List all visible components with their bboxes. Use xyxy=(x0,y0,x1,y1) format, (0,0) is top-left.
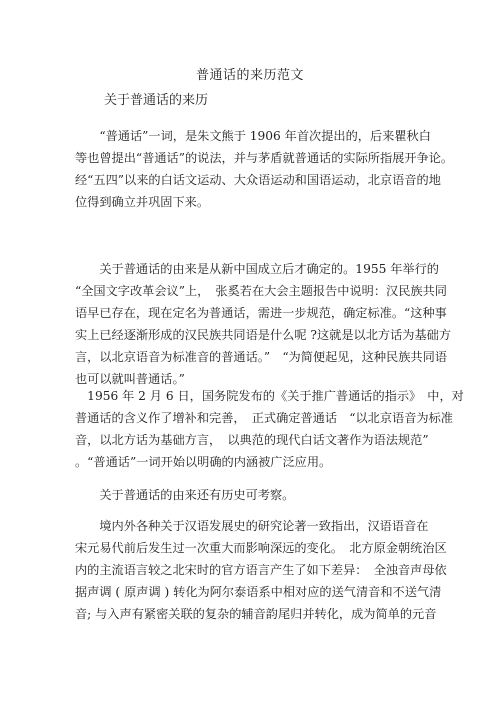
paragraph-1 xyxy=(75,125,454,213)
paragraph-line: 关于普通话的由来还有历史可考察。 xyxy=(75,488,295,502)
paragraph-line: 音，以北方话为基础方言， 以典范的现代白话文著作为语法规范” xyxy=(75,433,429,447)
paragraph-line: 关于普通话的由来是从新中国成立后才确定的。1955 年举行的 xyxy=(75,262,439,276)
paragraph-2 xyxy=(75,258,452,390)
paragraph-line: 经“五四”以来的白话文运动、大众语运动和国语运动，北京语音的地 xyxy=(75,173,441,187)
paragraph-line: 音; 与入声有紧密关联的复杂的辅音韵尾归并转化，成为简单的元音 xyxy=(75,607,437,621)
paragraph-line: “全国文字改革会议”上， 张奚若在大会主题报告中说明：汉民族共同 xyxy=(75,284,447,298)
paragraph-line: 。“普通话”一词开始以明确的内涵被广泛应用。 xyxy=(75,455,332,469)
paragraph-line: 实上已经逐渐形成的汉民族共同语是什么呢 ?这就是以北方话为基础方 xyxy=(75,328,452,342)
paragraph-line: 也可以就叫普通话。” xyxy=(75,372,185,386)
section-heading: 关于普通话的来历 xyxy=(104,93,209,108)
paragraph-line: 内的主流语言较之北宋时的官方语言产生了如下差异： 全浊音声母依 xyxy=(75,563,447,577)
paragraph-line: 境内外各种关于汉语发展史的研究论著一致指出，汉语语音在 xyxy=(75,519,429,533)
document-title: 普通话的来历范文 xyxy=(195,68,304,83)
paragraph-3 xyxy=(75,385,464,473)
paragraph-line: 据声调 ( 原声调 ) 转化为阿尔泰语系中相对应的送气清音和不送气清 xyxy=(75,585,442,599)
paragraph-line: 等也曾提出“普通话”的说法，并与茅盾就普通话的实际所指展开争论。 xyxy=(75,151,454,165)
paragraph-line: 宋元易代前后发生过一次重大而影响深远的变化。 北方原金朝统治区 xyxy=(75,541,447,555)
paragraph-line: “普通话”一词，是朱文熊于 1906 年首次提出的，后来瞿秋白 xyxy=(75,129,431,143)
paragraph-line: 普通话的含义作了增补和完善， 正式确定普通话 “以北京语音为标准 xyxy=(75,411,453,425)
paragraph-line: 语早已存在，现在定名为普通话，需进一步规范，确定标准。“这种事 xyxy=(75,306,447,320)
paragraph-line: 言，以北京语音为标准音的普通话。” “为简便起见，这种民族共同语 xyxy=(75,350,447,364)
paragraph-4 xyxy=(75,484,433,506)
paragraph-line: 1956 年 2 月 6 日，国务院发布的《关于推广普通话的指示》 中，对 xyxy=(75,389,464,403)
paragraph-line: 位得到确立并巩固下来。 xyxy=(75,195,210,209)
paragraph-5 xyxy=(75,515,447,625)
